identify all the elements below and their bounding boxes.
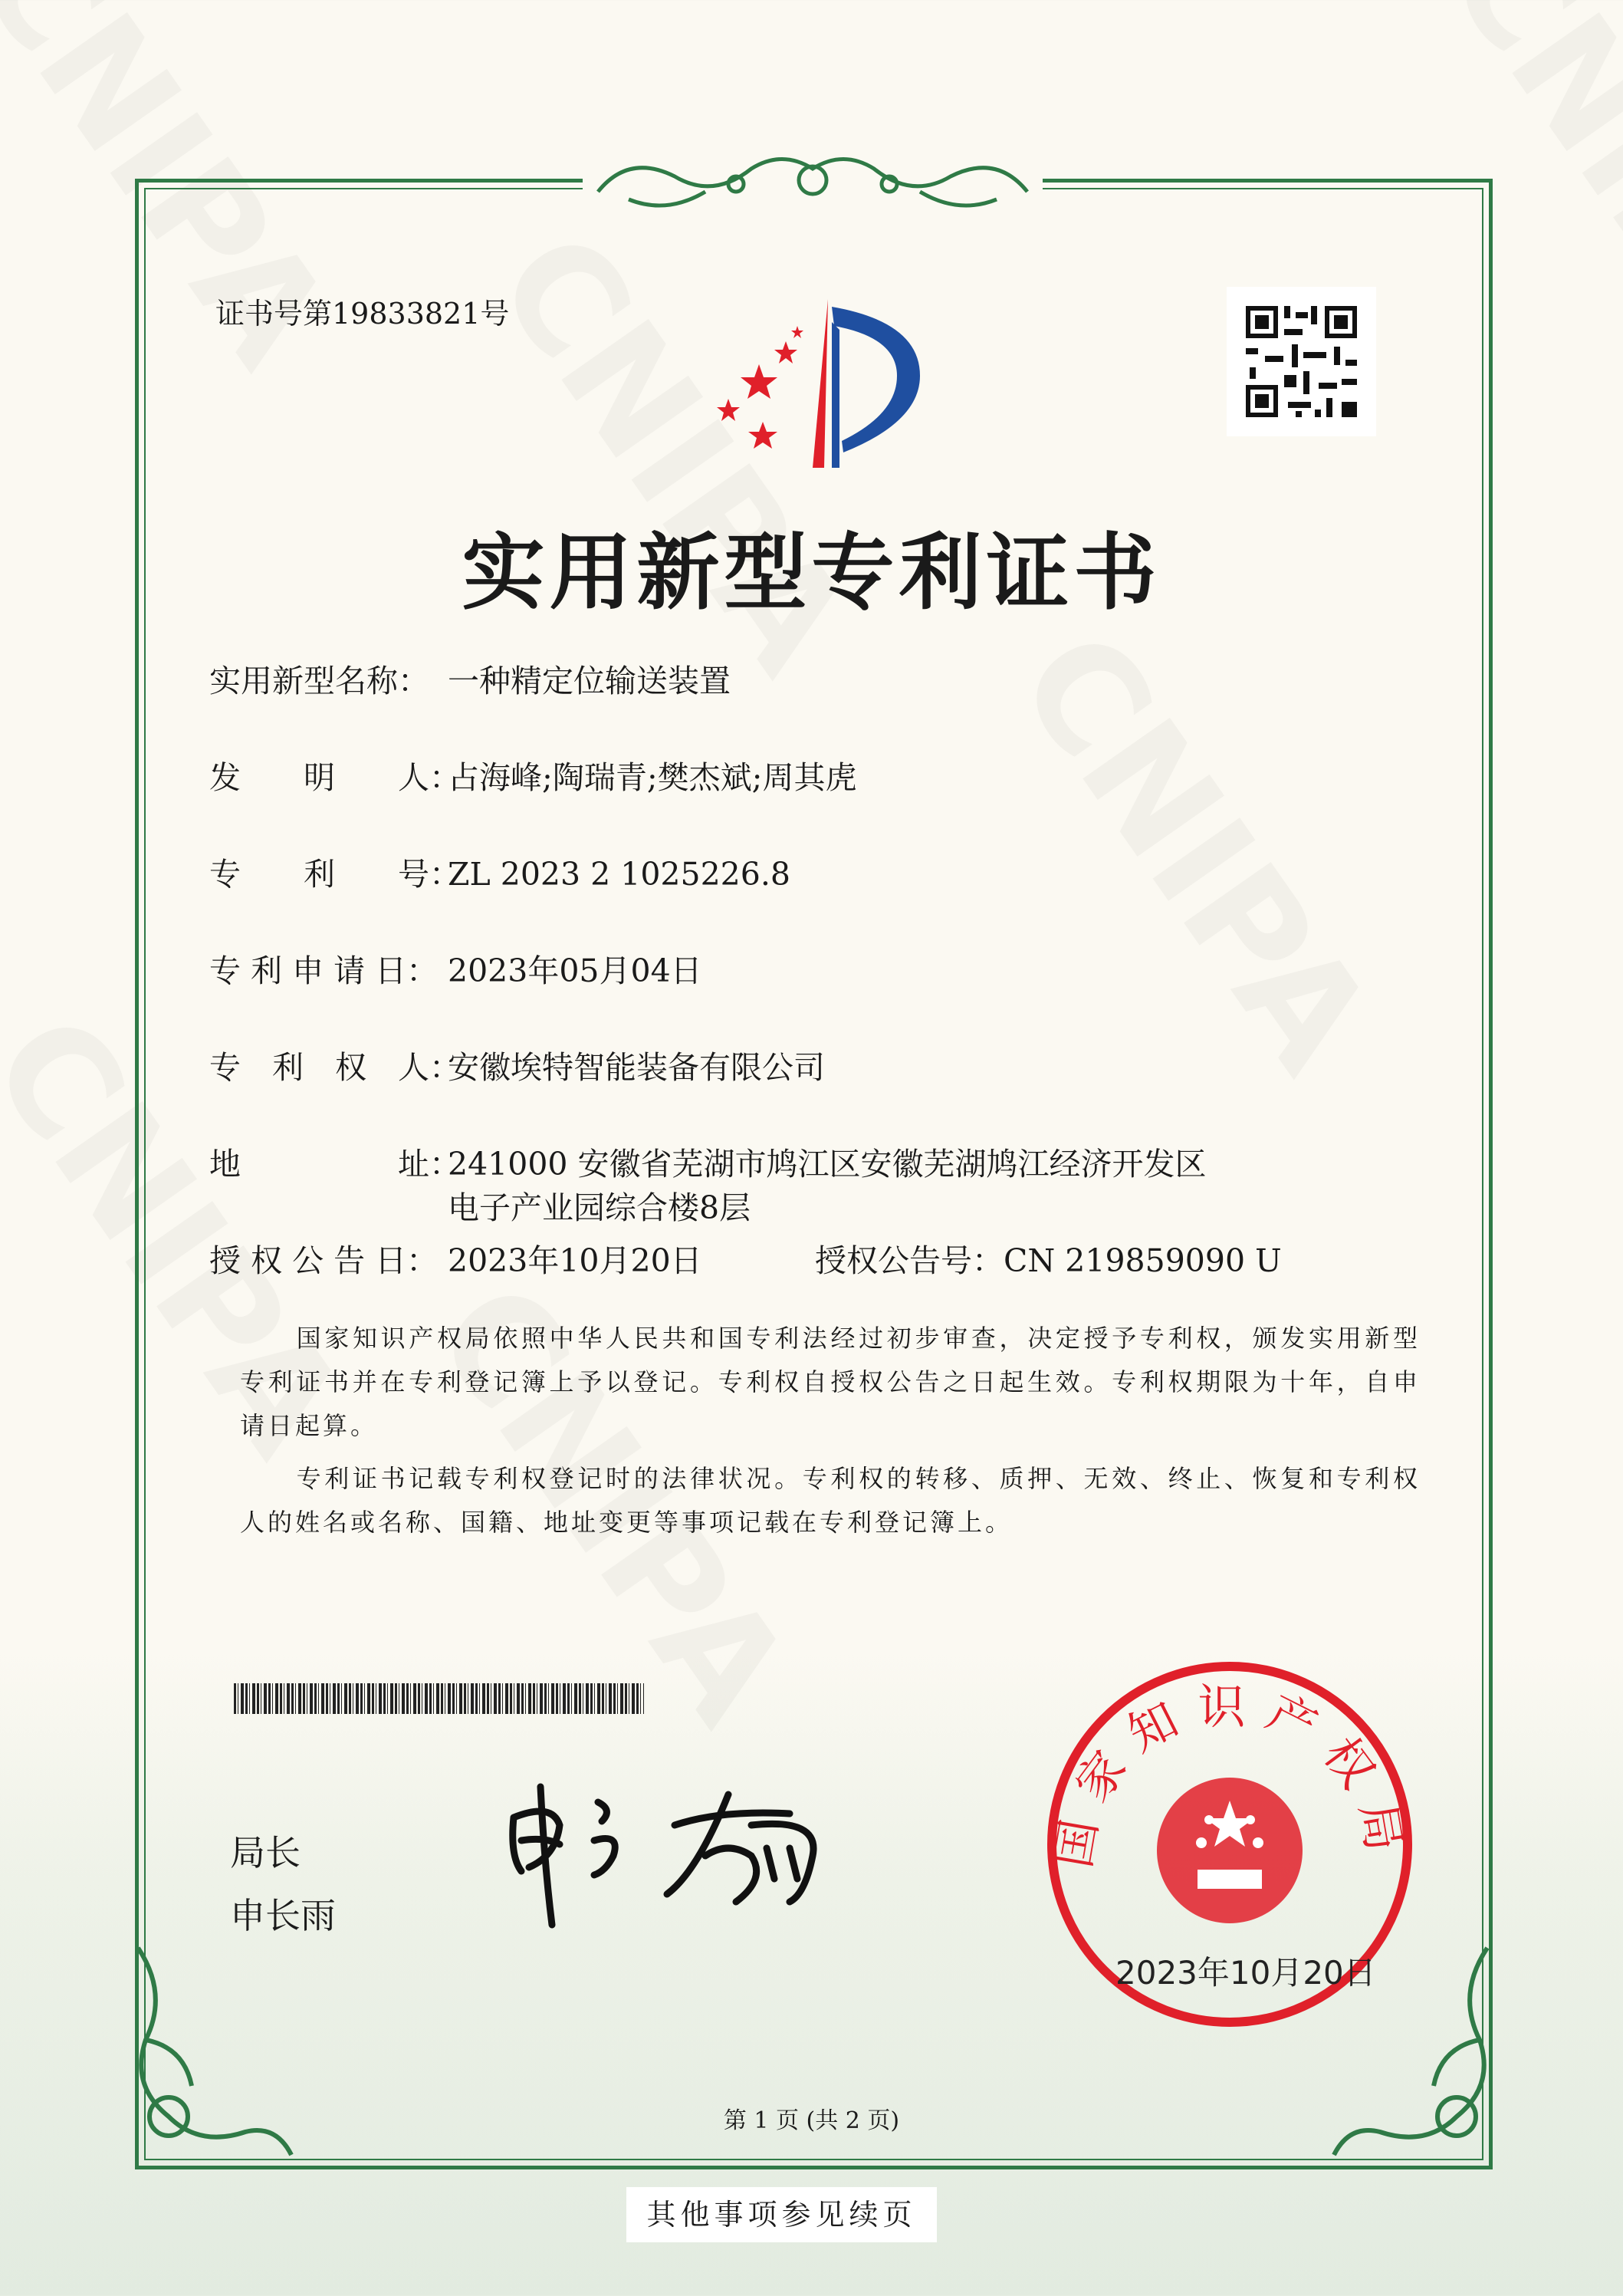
field-label: 专 利 申 请 日： — [209, 952, 439, 989]
director-title: 局长 — [230, 1832, 301, 1873]
field-value: 安徽埃特智能装备有限公司 — [448, 1049, 825, 1086]
field-value: ZL 2023 2 1025226.8 — [448, 856, 790, 893]
field-application-date — [209, 946, 702, 991]
page-number: 第 1 页 (共 2 页) — [723, 2107, 900, 2134]
director-signature — [498, 1771, 836, 1933]
field-label: 授 权 公 告 日： — [209, 1242, 439, 1279]
field-value: 占海峰;陶瑞青;樊杰斌;周其虎 — [448, 759, 857, 796]
qr-code — [1227, 287, 1376, 436]
field-value: 241000 安徽省芜湖市鸠江区安徽芜湖鸠江经济开发区 — [448, 1146, 1207, 1183]
barcode — [234, 1683, 644, 1714]
director-name: 申长雨 — [230, 1895, 336, 1936]
field-label: 发 明 人： — [209, 759, 461, 796]
statement-paragraph: 专利证书记载专利权登记时的法律状况。专利权的转移、质押、无效、终止、恢复和专利权人的姓名或名称、国籍、地址变更等事项记载在专利登记簿上。 — [240, 1464, 1421, 1537]
field-patentee — [209, 1042, 825, 1087]
field-inventors — [209, 752, 856, 798]
certificate-title: 实用新型专利证书 — [462, 525, 1161, 621]
top-ornament — [583, 138, 1043, 222]
corner-ornament-right — [1326, 1933, 1503, 2178]
certificate-statement — [240, 1317, 1421, 1544]
field-address-line2: 电子产业园综合楼8层 — [448, 1189, 751, 1226]
seal-date: 2023年10月20日 — [1115, 1954, 1376, 1992]
field-address — [209, 1139, 1207, 1184]
corner-ornament-left — [123, 1933, 299, 2178]
field-label: 地 址： — [209, 1146, 461, 1183]
field-utility-model-name — [209, 656, 731, 701]
field-value: CN 219859090 U — [1004, 1242, 1282, 1279]
field-label: 专 利 权 人： — [209, 1049, 461, 1086]
field-label: 实用新型名称： — [209, 663, 429, 699]
field-label: 授权公告号： — [815, 1242, 1004, 1279]
field-value: 2023年05月04日 — [448, 952, 702, 989]
field-value: 一种精定位输送装置 — [448, 663, 731, 699]
field-grant-date — [209, 1235, 702, 1281]
continue-note: 其他事项参见续页 — [626, 2187, 937, 2242]
field-grant-number — [815, 1235, 1282, 1281]
seal-text: 国家知识产权局 — [1044, 1679, 1415, 1872]
field-value: 2023年10月20日 — [448, 1242, 702, 1279]
field-patent-number — [209, 849, 790, 894]
certificate-number: 证书号第19833821号 — [215, 297, 510, 331]
field-label: 专 利 号： — [209, 856, 461, 893]
cnipa-logo-icon — [698, 291, 935, 475]
statement-paragraph: 国家知识产权局依照中华人民共和国专利法经过初步审查，决定授予专利权，颁发实用新型专利证书并在专利登记簿上予以登记。专利权自授权公告之日起生效。专利权期限为十年，自申请日起算。 — [240, 1324, 1421, 1440]
